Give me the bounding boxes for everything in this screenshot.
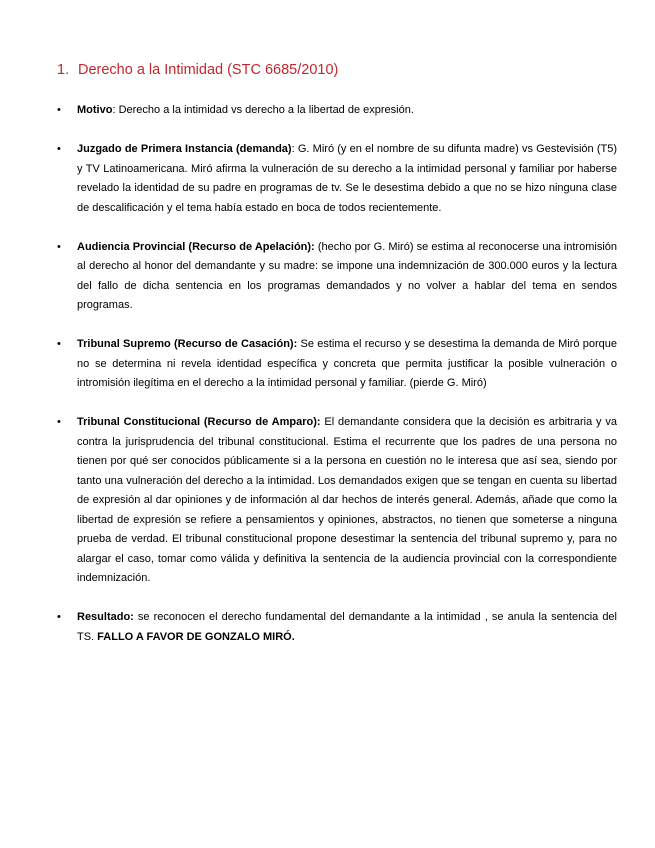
list-item-audiencia — [0, 238, 655, 316]
item-label: Juzgado de Primera Instancia (demanda) — [77, 143, 292, 155]
item-label: Resultado: — [77, 611, 134, 623]
item-text: Se estima el recurso y se desestima la demanda de Miró porque no se determina ni revela identidad específica y concreta que permita justificar la posible vulneración o intromisión ilegítima en el derecho a la intimidad personal y familiar. (pierde G. Miró) — [77, 338, 617, 389]
bullet-icon: • — [57, 143, 61, 155]
section-number: 1. — [57, 62, 70, 78]
case-summary-list — [0, 101, 655, 667]
bullet-icon: • — [57, 416, 61, 428]
list-item-juzgado — [0, 140, 655, 218]
item-label: Audiencia Provincial (Recurso de Apelación): — [77, 240, 315, 253]
bullet-icon: • — [57, 611, 61, 623]
verdict-emphasis: FALLO A FAVOR DE GONZALO MIRÓ. — [97, 630, 295, 643]
item-text: : Derecho a la intimidad vs derecho a la libertad de expresión. — [112, 104, 414, 116]
list-item-motivo — [0, 101, 655, 121]
list-item-constitucional — [0, 413, 655, 589]
item-text: El demandante considera que la decisión es arbitraria y va contra la jurisprudencia del tribunal constitucional. Estima el recurrente que los padres de una persona no tienen por qué ser conocidos públicamente si a la persona en cuestión no le interesa que así sea, siendo por tanto una vulneración del derecho a la intimidad. Los demandados exigen que se tengan en cuenta su libertad de expresión al dar opiniones y de información al dar hechos de interés general. Además, añade que como la libertad de expresión se refiere a pensamientos y opiniones, abstractos, no tienen que someterse a ninguna prueba de verdad. El tribunal constitucional propone desestimar la sentencia del tribunal supremo y, para no alargar el caso, tomar como válida y definitiva la sentencia de la audiencia provincial con la correspondiente indemnización. — [77, 416, 617, 584]
item-text: : G. Miró (y en el nombre de su difunta madre) vs Gestevisión (T5) y TV Latinoamericana. Miró afirma la vulneración de su derecho a la intimidad personal y familiar por haberse revelado la identidad de su padre en programas de tv. Se le desestima debido a que no se hizo ninguna clase de descalificación y el tema había estado en boca de todos recientemente. — [77, 143, 617, 214]
bullet-icon: • — [57, 240, 61, 253]
list-item-resultado — [0, 608, 655, 647]
item-label: Tribunal Supremo (Recurso de Casación): — [77, 338, 298, 350]
item-label: Motivo — [77, 104, 113, 116]
bullet-icon: • — [57, 338, 61, 350]
list-item-supremo — [0, 335, 655, 394]
bullet-icon: • — [57, 104, 61, 116]
item-label: Tribunal Constitucional (Recurso de Amparo): — [77, 416, 321, 428]
section-title: Derecho a la Intimidad (STC 6685/2010) — [78, 62, 339, 78]
item-text: (hecho por G. Miró) se estima al reconocerse una intromisión al derecho al honor del demandante y su madre: se impone una indemnización de 300.000 euros y la lectura del fallo de dicha sentencia en los programas demandados y no volver a hablar del tema en sendos programas. — [77, 240, 617, 311]
section-heading — [57, 60, 338, 80]
item-text: se reconocen el derecho fundamental del demandante a la intimidad , se anula la sentencia del TS. — [77, 611, 617, 643]
